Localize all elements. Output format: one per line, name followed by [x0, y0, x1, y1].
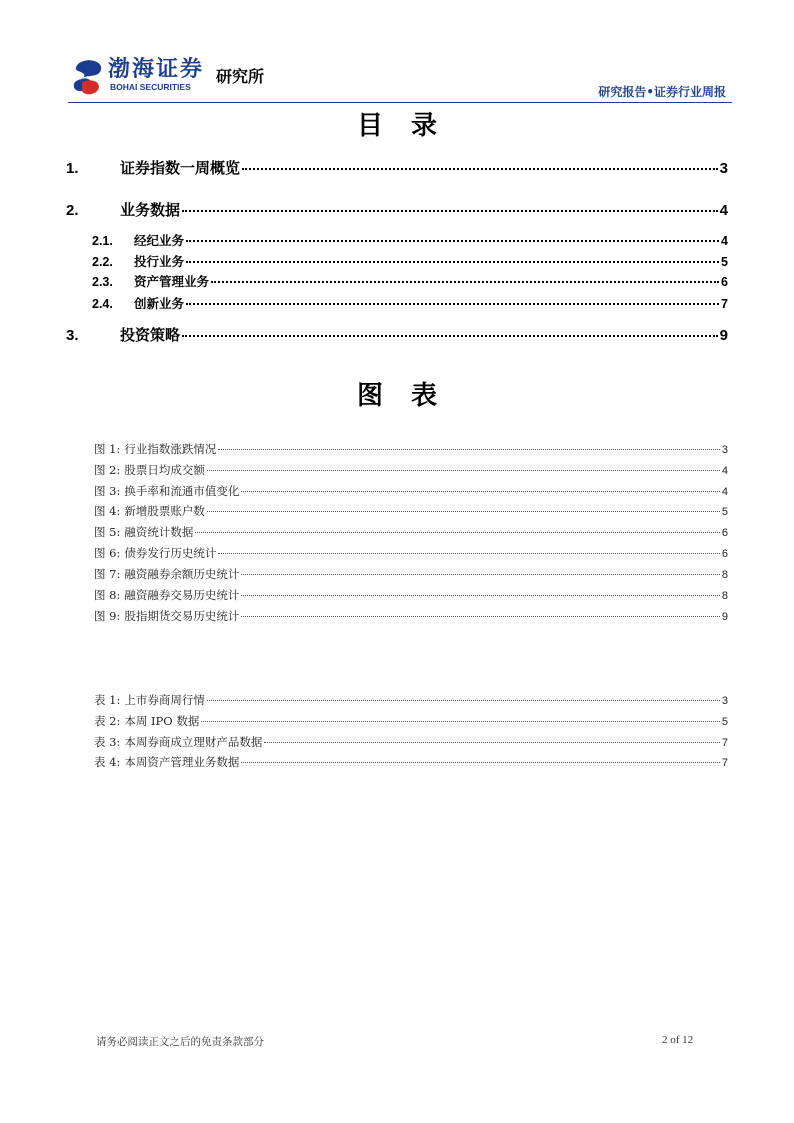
toc-subitem[interactable]	[92, 253, 728, 271]
toc-item[interactable]	[66, 325, 728, 346]
toc-item-title: 证券指数一周概览	[120, 159, 241, 177]
figure-list-item[interactable]	[94, 483, 728, 500]
dot-leader	[242, 168, 718, 170]
toc-item-page: 9	[719, 327, 728, 344]
toc-item-page: 5	[721, 255, 728, 269]
figure-page: 4	[721, 465, 728, 477]
toc-item-title: 投行业务	[134, 254, 185, 269]
dot-leader	[211, 281, 719, 283]
table-page: 7	[721, 737, 728, 749]
toc-item-number: 2.3.	[92, 275, 113, 289]
toc-item[interactable]	[66, 158, 728, 179]
dot-leader	[182, 335, 718, 337]
table-page: 7	[721, 757, 728, 769]
toc-item-number: 2.2.	[92, 255, 113, 269]
dot-leader	[207, 700, 720, 701]
dot-leader	[241, 574, 720, 575]
dot-leader	[241, 616, 720, 617]
table-list-item[interactable]	[94, 734, 728, 751]
figure-title: 融资融券余额历史统计	[124, 567, 240, 581]
toc-item-number: 2.4.	[92, 297, 113, 311]
table-label: 表 2:	[94, 714, 121, 728]
figure-list-item[interactable]	[94, 462, 728, 479]
dot-leader	[241, 762, 720, 763]
figure-label: 图 5:	[94, 525, 121, 539]
figure-label: 图 2:	[94, 463, 121, 477]
bohai-logo-icon	[72, 58, 106, 96]
dot-leader	[182, 210, 718, 212]
toc-item-number: 3.	[66, 327, 79, 344]
toc-item-page: 3	[719, 160, 728, 177]
table-list-item[interactable]	[94, 713, 728, 730]
table-label: 表 4:	[94, 755, 121, 769]
figure-title: 新增股票账户数	[124, 504, 205, 518]
company-name-cn: 渤海证券	[108, 56, 205, 82]
toc-item-title: 投资策略	[120, 326, 181, 344]
figure-list-item[interactable]	[94, 566, 728, 583]
figure-list-item[interactable]	[94, 608, 728, 625]
figure-title: 行业指数涨跌情况	[124, 442, 217, 456]
institute-label: 研究所	[216, 67, 265, 86]
toc-subitem[interactable]	[92, 295, 728, 313]
dot-leader	[195, 532, 720, 533]
figure-page: 4	[721, 486, 728, 498]
figure-label: 图 1:	[94, 442, 121, 456]
figure-title: 融资统计数据	[124, 525, 194, 539]
figure-label: 图 3:	[94, 484, 121, 498]
figure-page: 5	[721, 506, 728, 518]
company-name-en: BOHAI SECURITIES	[110, 82, 191, 92]
figure-page: 8	[721, 569, 728, 581]
dot-leader	[186, 261, 719, 263]
figure-page: 3	[721, 444, 728, 456]
report-type: 研究报告•证券行业周报	[598, 85, 726, 99]
figure-label: 图 4:	[94, 504, 121, 518]
table-title: 本周券商成立理财产品数据	[124, 735, 263, 749]
table-page: 5	[721, 716, 728, 728]
toc-item-title: 创新业务	[134, 296, 185, 311]
table-list-item[interactable]	[94, 754, 728, 771]
dot-leader	[201, 721, 719, 722]
figures-heading: 图表	[356, 381, 465, 411]
table-title: 本周 IPO 数据	[124, 714, 200, 728]
dot-leader	[264, 742, 720, 743]
figure-title: 股指期货交易历史统计	[124, 609, 240, 623]
table-list-item[interactable]	[94, 692, 728, 709]
page-number: 2 of 12	[662, 1034, 694, 1046]
table-label: 表 1:	[94, 693, 121, 707]
figure-list-item[interactable]	[94, 524, 728, 541]
figure-page: 6	[721, 527, 728, 539]
figure-list-item[interactable]	[94, 441, 728, 458]
figure-label: 图 6:	[94, 546, 121, 560]
figure-page: 8	[721, 590, 728, 602]
figure-title: 债券发行历史统计	[124, 546, 217, 560]
figure-title: 融资融券交易历史统计	[124, 588, 240, 602]
dot-leader	[186, 240, 719, 242]
toc-item-number: 1.	[66, 160, 79, 177]
toc-item[interactable]	[66, 200, 728, 221]
dot-leader	[218, 449, 720, 450]
toc-item-page: 4	[721, 234, 728, 248]
figure-list-item[interactable]	[94, 587, 728, 604]
header-divider	[68, 102, 732, 103]
figure-title: 股票日均成交额	[124, 463, 205, 477]
footer-disclaimer: 请务必阅读正文之后的免责条款部分	[96, 1036, 264, 1048]
figure-page: 6	[721, 548, 728, 560]
dot-leader	[241, 595, 720, 596]
toc-item-title: 经纪业务	[134, 233, 185, 248]
table-page: 3	[721, 695, 728, 707]
toc-subitem[interactable]	[92, 273, 728, 291]
toc-item-title: 资产管理业务	[134, 274, 210, 289]
dot-leader	[241, 491, 720, 492]
toc-item-number: 2.	[66, 202, 79, 219]
table-label: 表 3:	[94, 735, 121, 749]
figure-list-item[interactable]	[94, 503, 728, 520]
toc-item-number: 2.1.	[92, 234, 113, 248]
dot-leader	[218, 553, 720, 554]
toc-heading: 目录	[356, 111, 465, 141]
dot-leader	[207, 470, 720, 471]
figure-label: 图 9:	[94, 609, 121, 623]
figure-page: 9	[721, 611, 728, 623]
table-title: 本周资产管理业务数据	[124, 755, 240, 769]
figure-list-item[interactable]	[94, 545, 728, 562]
toc-item-page: 4	[719, 202, 728, 219]
toc-item-page: 6	[721, 275, 728, 289]
figure-title: 换手率和流通市值变化	[124, 484, 240, 498]
figure-label: 图 7:	[94, 567, 121, 581]
dot-leader	[186, 303, 719, 305]
toc-item-page: 7	[721, 297, 728, 311]
toc-subitem[interactable]	[92, 232, 728, 250]
table-title: 上市券商周行情	[124, 693, 205, 707]
dot-leader	[207, 511, 720, 512]
toc-item-title: 业务数据	[120, 201, 181, 219]
figure-label: 图 8:	[94, 588, 121, 602]
